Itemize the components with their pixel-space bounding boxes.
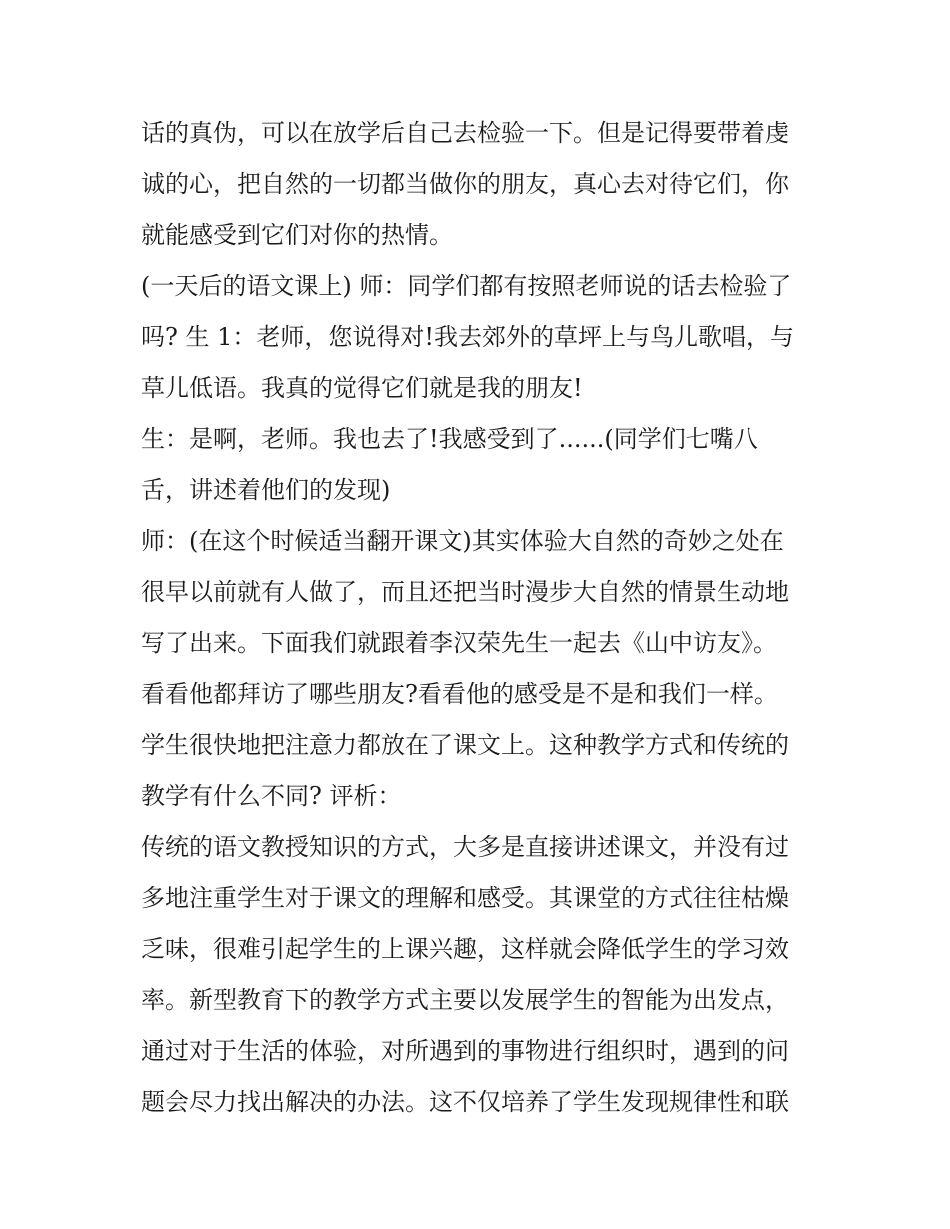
text-line: 诚的心，把自然的一切都当做你的朋友，真心去对待它们，你: [141, 170, 789, 198]
text-line: 乏味，很难引起学生的上课兴趣，这样就会降低学生的学习效: [141, 935, 789, 963]
text-line: (一天后的语文课上) 师：同学们都有按照老师说的话去检验了: [141, 272, 792, 300]
text-line: 很早以前就有人做了，而且还把当时漫步大自然的情景生动地: [141, 578, 789, 606]
text-line: 传统的语文教授知识的方式，大多是直接讲述课文，并没有过: [141, 833, 789, 861]
text-line: 话的真伪，可以在放学后自己去检验一下。但是记得要带着虔: [141, 119, 789, 147]
text-line: 学生很快地把注意力都放在了课文上。这种教学方式和传统的: [141, 731, 789, 759]
text-line: 率。新型教育下的教学方式主要以发展学生的智能为出发点，: [141, 986, 789, 1014]
text-line: 就能感受到它们对你的热情。: [141, 221, 453, 249]
text-line: 生：是啊，老师。我也去了!我感受到了......(同学们七嘴八: [141, 425, 758, 453]
text-line: 通过对于生活的体验，对所遇到的事物进行组织时，遇到的问: [141, 1037, 789, 1065]
text-line: 舌，讲述着他们的发现): [141, 476, 391, 504]
text-line: 多地注重学生对于课文的理解和感受。其课堂的方式往往枯燥: [141, 884, 789, 912]
body-text: [141, 108, 831, 1128]
text-line: 题会尽力找出解决的办法。这不仅培养了学生发现规律性和联: [141, 1088, 789, 1116]
text-line: 看看他都拜访了哪些朋友?看看他的感受是不是和我们一样。: [141, 680, 778, 708]
text-line: 草儿低语。我真的觉得它们就是我的朋友!: [141, 374, 583, 402]
text-line: 写了出来。下面我们就跟着李汉荣先生一起去《山中访友》。: [141, 629, 777, 657]
text-line: 教学有什么不同? 评析：: [141, 782, 402, 810]
text-line: 吗? 生 1：老师，您说得对!我去郊外的草坪上与鸟儿歌唱，与: [141, 323, 795, 351]
text-line: 师：(在这个时候适当翻开课文)其实体验大自然的奇妙之处在: [141, 527, 784, 555]
